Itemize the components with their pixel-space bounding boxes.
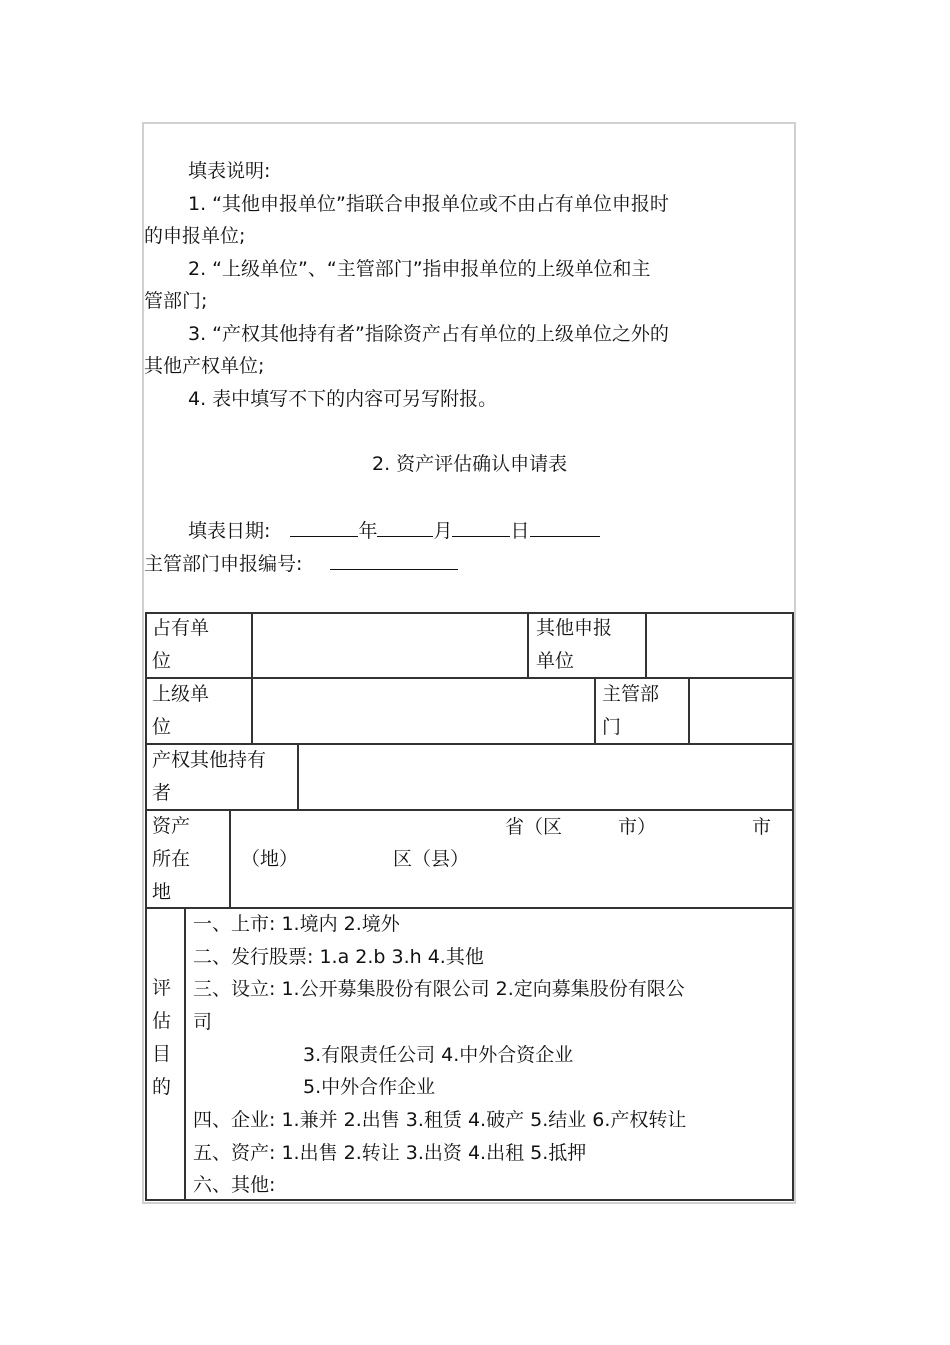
purpose-enterprise: 四、企业: 1.兼并 2.出售 3.租赁 4.破产 5.结业 6.产权转让 [193,1109,687,1131]
instruction-3-line-2: 其他产权单位; [144,355,265,377]
province-label: 省（区 [505,816,563,838]
superior-label: 上级单 位 [152,683,210,738]
purpose-label: 评 估 目 的 [152,977,172,1098]
row-divider [145,677,794,679]
location-label: 资产 所在 地 [152,815,191,903]
purpose-assets: 五、资产: 1.出售 2.转让 3.出资 4.出租 5.抵押 [193,1142,587,1164]
purpose-stock: 二、发行股票: 1.a 2.b 3.h 4.其他 [193,946,484,968]
competent-dept-label: 主管部 门 [602,683,660,738]
instruction-2-line-1: 2. “上级单位”、“主管部门”指申报单位的上级单位和主 [188,258,651,280]
instruction-1-line-1: 1. “其他申报单位”指联合申报单位或不由占有单位申报时 [188,193,669,215]
occupant-label: 占有单 位 [152,617,210,672]
instruction-1-line-2: 的申报单位; [144,225,246,247]
row-divider [145,907,794,909]
year-blank[interactable] [290,517,358,537]
day-label: 日 [510,520,530,542]
instruction-4: 4. 表中填写不下的内容可另写附报。 [188,388,498,410]
date-trailing-blank[interactable] [530,517,600,537]
purpose-establish-1: 三、设立: 1.公开募集股份有限公司 2.定向募集股份有限公 [193,978,685,1000]
col-divider [184,908,186,1200]
other-applicant-field[interactable] [647,614,792,676]
fill-date-row [188,517,600,543]
instruction-3-line-1: 3. “产权其他持有者”指除资产占有单位的上级单位之外的 [188,323,669,345]
month-blank[interactable] [377,517,433,537]
col-divider [594,678,596,744]
instructions-heading: 填表说明: [188,160,271,182]
instruction-2-line-2: 管部门; [144,290,208,312]
day-blank[interactable] [452,517,510,537]
purpose-establish-2: 司 [193,1011,213,1033]
superior-field[interactable] [253,680,592,742]
other-applicant-label: 其他申报 单位 [536,617,613,672]
city-label: 市 [752,816,772,838]
prefecture-label: （地） [241,848,299,870]
dept-number-label: 主管部门申报编号: [144,553,303,575]
other-holder-field[interactable] [299,746,792,808]
district-label: 区（县） [393,848,470,870]
col-divider [527,612,529,678]
city-close-label: 市） [618,816,657,838]
dept-number-blank[interactable] [330,550,458,570]
form-title: 2. 资产评估确认申请表 [372,453,568,475]
purpose-other: 六、其他: [193,1174,276,1196]
other-holder-label: 产权其他持有 者 [152,749,267,804]
year-label: 年 [358,520,378,542]
purpose-listing: 一、上市: 1.境内 2.境外 [193,913,400,935]
dept-number-row [144,550,458,576]
competent-dept-field[interactable] [690,680,792,742]
purpose-establish-4: 5.中外合作企业 [303,1076,436,1098]
month-label: 月 [433,520,453,542]
fill-date-label: 填表日期: [188,520,271,542]
occupant-field[interactable] [253,614,525,676]
purpose-establish-3: 3.有限责任公司 4.中外合资企业 [303,1044,574,1066]
